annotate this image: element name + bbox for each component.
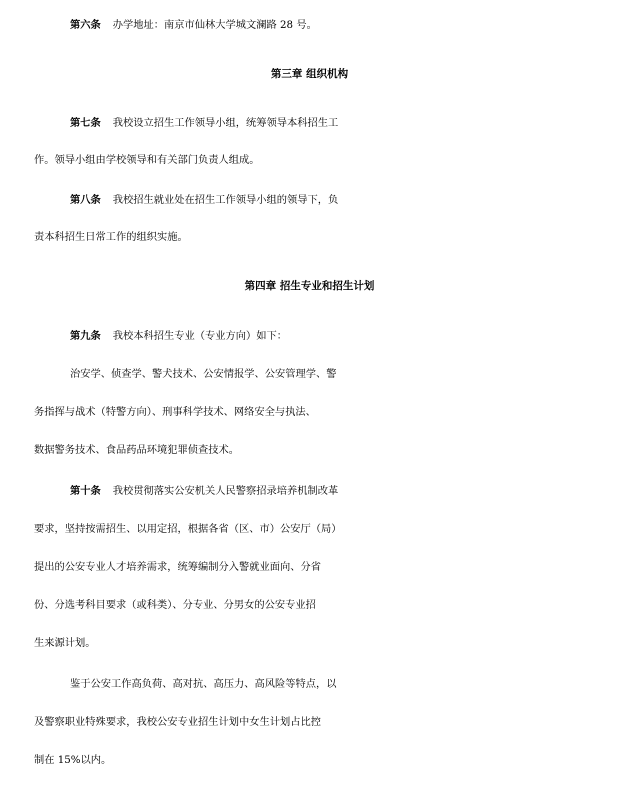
article-10-label: 第十条	[70, 485, 101, 497]
article-9-line-4: 数据警务技术、食品药品环境犯罪侦查技术。	[34, 444, 240, 456]
article-10-line-7: 及警察职业特殊要求，我校公安专业招生计划中女生计划占比控	[34, 716, 322, 728]
article-8-label: 第八条	[70, 194, 101, 206]
article-10-line-1	[0, 473, 619, 509]
article-8-line-2: 责本科招生日常工作的组织实施。	[34, 231, 188, 243]
article-6	[0, 7, 619, 43]
article-10-line-3: 提出的公安专业人才培养需求，统筹编制分入警就业面向、分省	[34, 561, 322, 573]
article-7-text-1: 我校设立招生工作领导小组，统筹领导本科招生工	[112, 117, 339, 129]
article-9-line-2: 治安学、侦查学、警犬技术、公安情报学、公安管理学、警	[70, 368, 337, 380]
article-7-line-1	[0, 105, 619, 141]
article-8-line-1	[0, 182, 619, 218]
article-10-line-8: 制在 15%以内。	[34, 754, 112, 766]
article-10-line-6: 鉴于公安工作高负荷、高对抗、高压力、高风险等特点，以	[70, 678, 337, 690]
article-7-line-2: 作。领导小组由学校领导和有关部门负责人组成。	[34, 154, 260, 166]
chapter-3-heading: 第三章 组织机构	[270, 68, 349, 80]
article-9-text-1: 我校本科招生专业（专业方向）如下：	[112, 330, 288, 342]
article-9-line-1	[0, 318, 619, 354]
article-9-line-3: 务指挥与战术（特警方向）、刑事科学技术、网络安全与执法、	[34, 406, 316, 418]
chapter-4-heading: 第四章 招生专业和招生计划	[244, 280, 375, 292]
article-6-label: 第六条	[70, 19, 101, 31]
article-6-text: 办学地址：南京市仙林大学城文澜路 28 号。	[112, 19, 317, 31]
article-9-label: 第九条	[70, 330, 101, 342]
article-10-text-1: 我校贯彻落实公安机关人民警察招录培养机制改革	[112, 485, 339, 497]
article-7-label: 第七条	[70, 117, 101, 129]
article-10-line-2: 要求，坚持按需招生、以用定招，根据各省（区、市）公安厅（局）	[34, 523, 342, 535]
article-10-line-5: 生来源计划。	[34, 637, 96, 649]
article-10-line-4: 份、分选考科目要求（或科类）、分专业、分男女的公安专业招	[34, 599, 316, 611]
article-8-text-1: 我校招生就业处在招生工作领导小组的领导下，负	[112, 194, 339, 206]
